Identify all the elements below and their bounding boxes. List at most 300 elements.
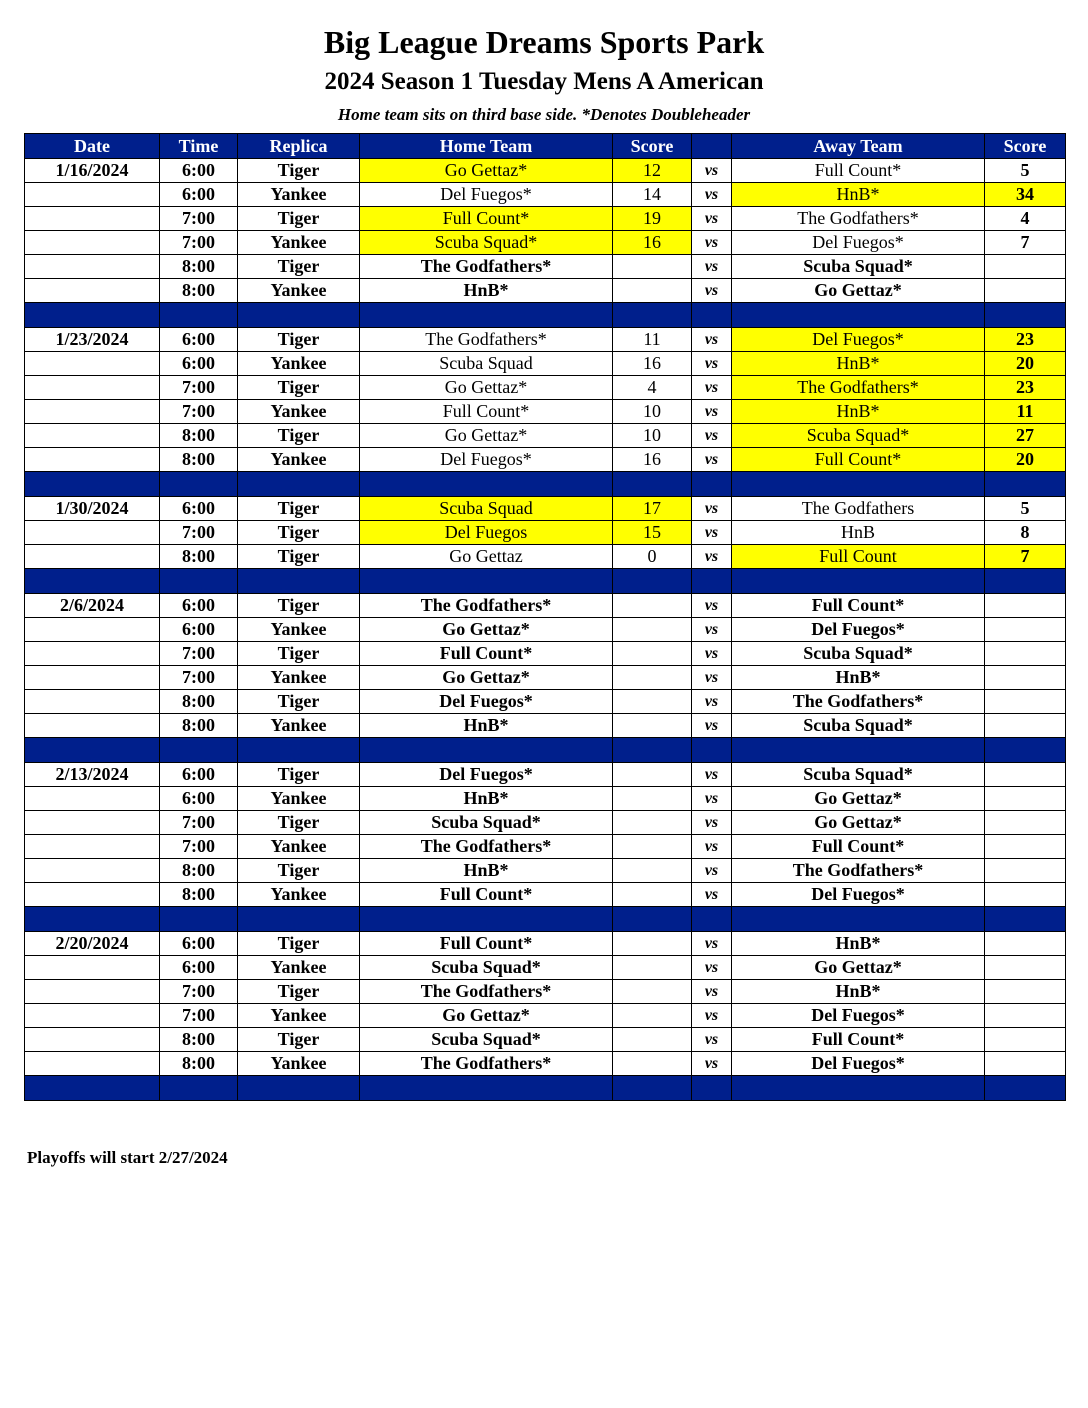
time-cell: 6:00 xyxy=(160,352,238,376)
home-team-cell: Scuba Squad xyxy=(360,497,613,521)
time-cell: 8:00 xyxy=(160,859,238,883)
away-team-cell: Go Gettaz* xyxy=(732,279,985,303)
time-cell: 6:00 xyxy=(160,763,238,787)
home-team-cell: HnB* xyxy=(360,859,613,883)
time-cell: 6:00 xyxy=(160,594,238,618)
replica-cell: Yankee xyxy=(238,448,360,472)
home-team-cell: Del Fuegos* xyxy=(360,690,613,714)
away-score-cell: 27 xyxy=(985,424,1066,448)
date-cell xyxy=(25,811,160,835)
away-team-cell: Del Fuegos* xyxy=(732,1052,985,1076)
date-cell xyxy=(25,183,160,207)
col-header-replica: Replica xyxy=(238,134,360,159)
away-team-cell: Full Count xyxy=(732,545,985,569)
playoffs-note: Playoffs will start 2/27/2024 xyxy=(27,1148,228,1167)
table-row xyxy=(25,1052,1066,1076)
separator-cell xyxy=(160,472,238,497)
away-score-cell xyxy=(985,666,1066,690)
home-score-cell xyxy=(613,690,692,714)
home-team-cell: Full Count* xyxy=(360,883,613,907)
separator-cell xyxy=(985,1076,1066,1101)
vs-label: vs xyxy=(692,545,732,569)
separator-cell xyxy=(613,738,692,763)
date-cell: 1/16/2024 xyxy=(25,159,160,183)
home-team-cell: Go Gettaz* xyxy=(360,1004,613,1028)
table-row xyxy=(25,400,1066,424)
away-score-cell xyxy=(985,279,1066,303)
home-team-cell: Full Count* xyxy=(360,932,613,956)
time-cell: 7:00 xyxy=(160,521,238,545)
away-score-cell: 23 xyxy=(985,328,1066,352)
away-team-cell: HnB* xyxy=(732,980,985,1004)
col-header-date: Date xyxy=(25,134,160,159)
home-score-cell xyxy=(613,1052,692,1076)
away-score-cell: 34 xyxy=(985,183,1066,207)
home-score-cell xyxy=(613,1028,692,1052)
table-row xyxy=(25,159,1066,183)
away-score-cell xyxy=(985,690,1066,714)
away-team-cell: HnB* xyxy=(732,400,985,424)
separator-cell xyxy=(360,569,613,594)
separator-cell xyxy=(360,1076,613,1101)
time-cell: 8:00 xyxy=(160,448,238,472)
separator-cell xyxy=(613,907,692,932)
separator-cell xyxy=(692,472,732,497)
replica-cell: Yankee xyxy=(238,183,360,207)
date-cell xyxy=(25,835,160,859)
separator-cell xyxy=(732,569,985,594)
home-score-cell xyxy=(613,980,692,1004)
date-cell xyxy=(25,980,160,1004)
separator-cell xyxy=(692,1076,732,1101)
date-cell xyxy=(25,618,160,642)
replica-cell: Tiger xyxy=(238,932,360,956)
home-score-cell: 12 xyxy=(613,159,692,183)
separator-cell xyxy=(692,569,732,594)
away-team-cell: HnB xyxy=(732,521,985,545)
home-score-cell: 11 xyxy=(613,328,692,352)
away-score-cell xyxy=(985,714,1066,738)
away-score-cell xyxy=(985,255,1066,279)
home-team-cell: Go Gettaz* xyxy=(360,159,613,183)
vs-label: vs xyxy=(692,159,732,183)
separator-cell xyxy=(360,907,613,932)
away-team-cell: Full Count* xyxy=(732,448,985,472)
home-team-cell: HnB* xyxy=(360,714,613,738)
away-team-cell: HnB* xyxy=(732,183,985,207)
away-team-cell: Del Fuegos* xyxy=(732,1004,985,1028)
home-team-cell: Go Gettaz* xyxy=(360,376,613,400)
away-score-cell: 23 xyxy=(985,376,1066,400)
table-row xyxy=(25,594,1066,618)
date-cell xyxy=(25,1052,160,1076)
home-score-cell: 16 xyxy=(613,352,692,376)
table-header-row xyxy=(25,134,1066,159)
time-cell: 8:00 xyxy=(160,690,238,714)
home-score-cell: 16 xyxy=(613,231,692,255)
time-cell: 7:00 xyxy=(160,207,238,231)
away-team-cell: Scuba Squad* xyxy=(732,763,985,787)
away-team-cell: The Godfathers* xyxy=(732,207,985,231)
home-team-cell: Go Gettaz* xyxy=(360,424,613,448)
table-row xyxy=(25,231,1066,255)
home-team-cell: Del Fuegos* xyxy=(360,448,613,472)
col-header-vs xyxy=(692,134,732,159)
away-team-cell: Del Fuegos* xyxy=(732,618,985,642)
table-row xyxy=(25,835,1066,859)
table-row xyxy=(25,279,1066,303)
vs-label: vs xyxy=(692,279,732,303)
separator-cell xyxy=(985,738,1066,763)
away-score-cell: 5 xyxy=(985,497,1066,521)
separator-cell xyxy=(613,303,692,328)
home-team-cell: Full Count* xyxy=(360,207,613,231)
replica-cell: Yankee xyxy=(238,618,360,642)
time-cell: 6:00 xyxy=(160,956,238,980)
away-team-cell: Del Fuegos* xyxy=(732,231,985,255)
separator-cell xyxy=(613,569,692,594)
time-cell: 8:00 xyxy=(160,1028,238,1052)
home-score-cell xyxy=(613,811,692,835)
away-score-cell xyxy=(985,594,1066,618)
home-score-cell: 15 xyxy=(613,521,692,545)
date-cell xyxy=(25,1028,160,1052)
away-score-cell xyxy=(985,787,1066,811)
date-cell xyxy=(25,859,160,883)
date-cell xyxy=(25,690,160,714)
home-score-cell: 14 xyxy=(613,183,692,207)
vs-label: vs xyxy=(692,1004,732,1028)
date-cell xyxy=(25,521,160,545)
table-row xyxy=(25,497,1066,521)
separator-cell xyxy=(732,738,985,763)
vs-label: vs xyxy=(692,255,732,279)
home-team-cell: Full Count* xyxy=(360,400,613,424)
away-team-cell: HnB* xyxy=(732,666,985,690)
home-team-cell: HnB* xyxy=(360,787,613,811)
vs-label: vs xyxy=(692,763,732,787)
separator-cell xyxy=(732,303,985,328)
date-cell: 1/23/2024 xyxy=(25,328,160,352)
home-team-cell: The Godfathers* xyxy=(360,594,613,618)
time-cell: 6:00 xyxy=(160,328,238,352)
vs-label: vs xyxy=(692,231,732,255)
col-header-away-score: Score xyxy=(985,134,1066,159)
home-score-cell: 10 xyxy=(613,400,692,424)
home-team-cell: Full Count* xyxy=(360,642,613,666)
home-team-cell: Scuba Squad* xyxy=(360,811,613,835)
date-cell xyxy=(25,376,160,400)
date-cell: 1/30/2024 xyxy=(25,497,160,521)
separator-cell xyxy=(692,303,732,328)
time-cell: 7:00 xyxy=(160,400,238,424)
separator-cell xyxy=(732,472,985,497)
table-row xyxy=(25,448,1066,472)
away-score-cell xyxy=(985,642,1066,666)
week-separator-row xyxy=(25,472,1066,497)
date-cell xyxy=(25,1004,160,1028)
separator-cell xyxy=(985,907,1066,932)
table-row xyxy=(25,207,1066,231)
table-row xyxy=(25,376,1066,400)
time-cell: 6:00 xyxy=(160,497,238,521)
separator-cell xyxy=(238,569,360,594)
table-row xyxy=(25,618,1066,642)
schedule-table xyxy=(24,133,1066,1101)
replica-cell: Yankee xyxy=(238,352,360,376)
away-team-cell: The Godfathers* xyxy=(732,690,985,714)
replica-cell: Yankee xyxy=(238,714,360,738)
week-separator-row xyxy=(25,1076,1066,1101)
vs-label: vs xyxy=(692,932,732,956)
home-score-cell xyxy=(613,859,692,883)
vs-label: vs xyxy=(692,352,732,376)
vs-label: vs xyxy=(692,424,732,448)
time-cell: 7:00 xyxy=(160,1004,238,1028)
table-row xyxy=(25,352,1066,376)
vs-label: vs xyxy=(692,859,732,883)
replica-cell: Tiger xyxy=(238,328,360,352)
replica-cell: Tiger xyxy=(238,690,360,714)
time-cell: 6:00 xyxy=(160,618,238,642)
home-score-cell xyxy=(613,932,692,956)
home-team-cell: Scuba Squad* xyxy=(360,231,613,255)
time-cell: 8:00 xyxy=(160,714,238,738)
home-score-cell xyxy=(613,956,692,980)
away-team-cell: The Godfathers* xyxy=(732,376,985,400)
replica-cell: Tiger xyxy=(238,642,360,666)
date-cell: 2/6/2024 xyxy=(25,594,160,618)
home-score-cell: 16 xyxy=(613,448,692,472)
replica-cell: Yankee xyxy=(238,1052,360,1076)
time-cell: 7:00 xyxy=(160,231,238,255)
home-team-cell: The Godfathers* xyxy=(360,328,613,352)
separator-cell xyxy=(160,1076,238,1101)
replica-cell: Tiger xyxy=(238,1028,360,1052)
replica-cell: Tiger xyxy=(238,859,360,883)
col-header-home-team: Home Team xyxy=(360,134,613,159)
home-score-cell: 19 xyxy=(613,207,692,231)
home-team-cell: Del Fuegos* xyxy=(360,183,613,207)
vs-label: vs xyxy=(692,594,732,618)
home-score-cell: 17 xyxy=(613,497,692,521)
vs-label: vs xyxy=(692,207,732,231)
home-team-cell: Scuba Squad* xyxy=(360,956,613,980)
table-row xyxy=(25,521,1066,545)
away-score-cell xyxy=(985,763,1066,787)
table-row xyxy=(25,690,1066,714)
home-score-cell xyxy=(613,279,692,303)
away-team-cell: Full Count* xyxy=(732,159,985,183)
separator-cell xyxy=(985,569,1066,594)
separator-cell xyxy=(613,1076,692,1101)
date-cell xyxy=(25,207,160,231)
time-cell: 8:00 xyxy=(160,1052,238,1076)
away-team-cell: Scuba Squad* xyxy=(732,255,985,279)
away-team-cell: HnB* xyxy=(732,352,985,376)
separator-cell xyxy=(25,907,160,932)
date-cell xyxy=(25,883,160,907)
away-team-cell: Go Gettaz* xyxy=(732,811,985,835)
home-score-cell xyxy=(613,1004,692,1028)
vs-label: vs xyxy=(692,690,732,714)
vs-label: vs xyxy=(692,980,732,1004)
time-cell: 6:00 xyxy=(160,932,238,956)
away-team-cell: Full Count* xyxy=(732,835,985,859)
replica-cell: Tiger xyxy=(238,159,360,183)
separator-cell xyxy=(238,303,360,328)
date-cell xyxy=(25,787,160,811)
time-cell: 6:00 xyxy=(160,159,238,183)
home-score-cell: 0 xyxy=(613,545,692,569)
time-cell: 7:00 xyxy=(160,835,238,859)
separator-cell xyxy=(160,907,238,932)
vs-label: vs xyxy=(692,835,732,859)
home-team-cell: The Godfathers* xyxy=(360,980,613,1004)
away-score-cell xyxy=(985,883,1066,907)
vs-label: vs xyxy=(692,642,732,666)
away-team-cell: Full Count* xyxy=(732,594,985,618)
col-header-time: Time xyxy=(160,134,238,159)
home-team-cell: HnB* xyxy=(360,279,613,303)
date-cell xyxy=(25,642,160,666)
week-separator-row xyxy=(25,303,1066,328)
separator-cell xyxy=(238,907,360,932)
away-score-cell: 11 xyxy=(985,400,1066,424)
replica-cell: Tiger xyxy=(238,763,360,787)
away-team-cell: Del Fuegos* xyxy=(732,883,985,907)
separator-cell xyxy=(732,1076,985,1101)
away-team-cell: Full Count* xyxy=(732,1028,985,1052)
time-cell: 8:00 xyxy=(160,545,238,569)
away-score-cell xyxy=(985,1028,1066,1052)
replica-cell: Tiger xyxy=(238,376,360,400)
away-score-cell: 7 xyxy=(985,545,1066,569)
away-score-cell xyxy=(985,618,1066,642)
time-cell: 8:00 xyxy=(160,279,238,303)
home-score-cell xyxy=(613,618,692,642)
away-score-cell: 5 xyxy=(985,159,1066,183)
date-cell xyxy=(25,400,160,424)
home-team-cell: Go Gettaz xyxy=(360,545,613,569)
away-score-cell: 20 xyxy=(985,448,1066,472)
replica-cell: Tiger xyxy=(238,424,360,448)
date-cell xyxy=(25,666,160,690)
home-team-cell: Go Gettaz* xyxy=(360,666,613,690)
table-row xyxy=(25,545,1066,569)
away-score-cell xyxy=(985,980,1066,1004)
time-cell: 7:00 xyxy=(160,376,238,400)
time-cell: 6:00 xyxy=(160,787,238,811)
date-cell xyxy=(25,956,160,980)
home-team-cell: The Godfathers* xyxy=(360,1052,613,1076)
separator-cell xyxy=(732,907,985,932)
separator-cell xyxy=(360,472,613,497)
time-cell: 8:00 xyxy=(160,255,238,279)
away-team-cell: HnB* xyxy=(732,932,985,956)
time-cell: 6:00 xyxy=(160,183,238,207)
date-cell xyxy=(25,231,160,255)
separator-cell xyxy=(360,303,613,328)
week-separator-row xyxy=(25,569,1066,594)
vs-label: vs xyxy=(692,666,732,690)
home-score-cell: 10 xyxy=(613,424,692,448)
home-score-cell xyxy=(613,255,692,279)
home-score-cell xyxy=(613,666,692,690)
vs-label: vs xyxy=(692,376,732,400)
away-score-cell: 7 xyxy=(985,231,1066,255)
time-cell: 8:00 xyxy=(160,883,238,907)
home-score-cell xyxy=(613,883,692,907)
date-cell xyxy=(25,714,160,738)
away-team-cell: Del Fuegos* xyxy=(732,328,985,352)
separator-cell xyxy=(613,472,692,497)
date-cell: 2/20/2024 xyxy=(25,932,160,956)
replica-cell: Yankee xyxy=(238,666,360,690)
replica-cell: Yankee xyxy=(238,835,360,859)
separator-cell xyxy=(160,303,238,328)
table-row xyxy=(25,1028,1066,1052)
date-cell xyxy=(25,255,160,279)
separator-cell xyxy=(985,472,1066,497)
table-row xyxy=(25,328,1066,352)
home-team-cell: Del Fuegos xyxy=(360,521,613,545)
table-row xyxy=(25,932,1066,956)
vs-label: vs xyxy=(692,497,732,521)
separator-cell xyxy=(25,738,160,763)
date-cell xyxy=(25,448,160,472)
date-cell: 2/13/2024 xyxy=(25,763,160,787)
vs-label: vs xyxy=(692,956,732,980)
home-team-cell: Scuba Squad* xyxy=(360,1028,613,1052)
away-score-cell xyxy=(985,859,1066,883)
vs-label: vs xyxy=(692,787,732,811)
away-score-cell: 20 xyxy=(985,352,1066,376)
separator-cell xyxy=(25,472,160,497)
vs-label: vs xyxy=(692,328,732,352)
time-cell: 7:00 xyxy=(160,980,238,1004)
home-score-cell xyxy=(613,763,692,787)
date-cell xyxy=(25,279,160,303)
vs-label: vs xyxy=(692,811,732,835)
away-score-cell xyxy=(985,956,1066,980)
home-team-cell: The Godfathers* xyxy=(360,835,613,859)
replica-cell: Tiger xyxy=(238,980,360,1004)
separator-cell xyxy=(160,738,238,763)
home-score-cell xyxy=(613,835,692,859)
vs-label: vs xyxy=(692,618,732,642)
col-header-away-team: Away Team xyxy=(732,134,985,159)
table-row xyxy=(25,956,1066,980)
home-score-cell xyxy=(613,594,692,618)
vs-label: vs xyxy=(692,1052,732,1076)
away-team-cell: The Godfathers* xyxy=(732,859,985,883)
away-score-cell: 4 xyxy=(985,207,1066,231)
date-cell xyxy=(25,352,160,376)
home-team-cell: Scuba Squad xyxy=(360,352,613,376)
replica-cell: Yankee xyxy=(238,787,360,811)
vs-label: vs xyxy=(692,1028,732,1052)
vs-label: vs xyxy=(692,400,732,424)
vs-label: vs xyxy=(692,714,732,738)
separator-cell xyxy=(692,907,732,932)
away-score-cell: 8 xyxy=(985,521,1066,545)
separator-cell xyxy=(360,738,613,763)
replica-cell: Tiger xyxy=(238,545,360,569)
home-team-cell: The Godfathers* xyxy=(360,255,613,279)
home-team-cell: Del Fuegos* xyxy=(360,763,613,787)
time-cell: 7:00 xyxy=(160,666,238,690)
